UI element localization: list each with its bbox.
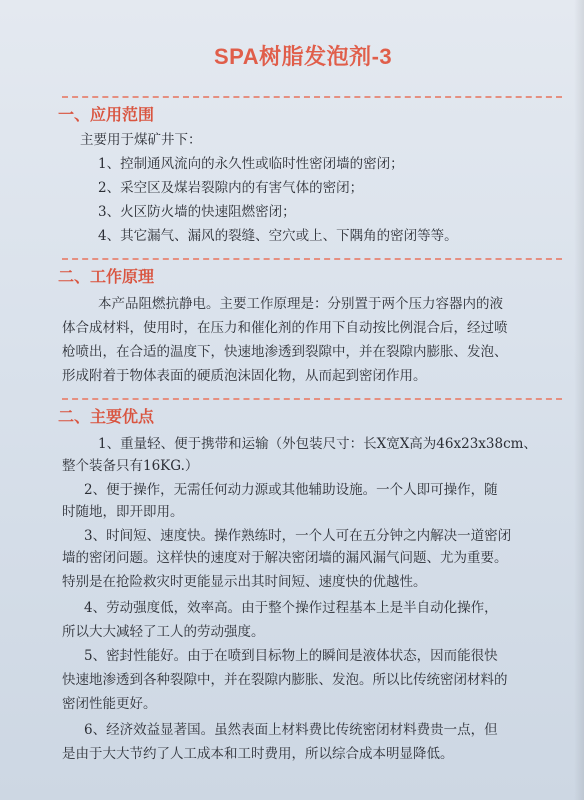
section-line: 快速地渗透到各种裂隙中，并在裂隙内膨胀、发泡。所以比传统密闭材料的 [62,672,508,688]
section-line: 枪喷出，在合适的温度下，快速地渗透到裂隙中，并在裂隙内膨胀、发泡、 [62,344,508,360]
section-line: 5、密封性能好。由于在喷到目标物上的瞬间是液体状态，因而能很快 [84,648,498,664]
section-divider [62,258,562,260]
section-heading-advantages: 二、主要优点 [58,407,155,426]
section-line: 密闭性能更好。 [62,696,157,712]
section-line: 体合成材料，使用时，在压力和催化剂的作用下自动按比例混合后，经过喷 [62,320,508,336]
section-line: 所以大大减轻了工人的劳动强度。 [62,624,265,640]
section-line: 主要用于煤矿井下： [80,132,202,148]
section-line: 4、劳动强度低，效率高。由于整个操作过程基本上是半自动化操作， [84,600,498,616]
section-heading-principle: 二、工作原理 [58,267,155,286]
section-line: 形成附着于物体表面的硬质泡沫固化物，从而起到密闭作用。 [62,368,427,384]
section-line: 整个装备只有16KG.） [62,458,199,474]
section-divider [62,96,562,98]
section-line: 3、时间短、速度快。操作熟练时，一个人可在五分钟之内解决一道密闭 [84,528,512,544]
section-line: 时随地，即开即用。 [62,504,184,520]
section-line: 6、经济效益显著国。虽然表面上材料费比传统密闭材料费贵一点，但 [84,722,498,738]
section-line: 2、便于操作，无需任何动力源或其他辅助设施。一个人即可操作，随 [84,482,498,498]
section-divider [62,398,562,400]
section-line: 本产品阻燃抗静电。主要工作原理是：分别置于两个压力容器内的液 [98,296,503,312]
page-title: SPA树脂发泡剂-3 [214,44,393,69]
section-line: 1、重量轻、便于携带和运输（外包装尺寸：长X宽X高为46x23x38cm、 [98,436,537,452]
section-line: 4、其它漏气、漏风的裂缝、空穴或上、下隅角的密闭等等。 [98,228,458,244]
section-line: 是由于大大节约了人工成本和工时费用，所以综合成本明显降低。 [62,746,454,762]
section-line: 2、采空区及煤岩裂隙内的有害气体的密闭； [98,180,364,196]
section-line: 3、火区防火墙的快速阻燃密闭； [98,204,296,220]
section-line: 墙的密闭问题。这样快的速度对于解决密闭墙的漏风漏气问题、尤为重要。 [62,550,508,566]
section-heading-application: 一、应用范围 [58,105,155,124]
section-line: 特别是在抢险救灾时更能显示出其时间短、速度快的优越性。 [62,574,427,590]
section-line: 1、控制通风流向的永久性或临时性密闭墙的密闭； [98,156,404,172]
page-edge-shadow [574,0,584,800]
